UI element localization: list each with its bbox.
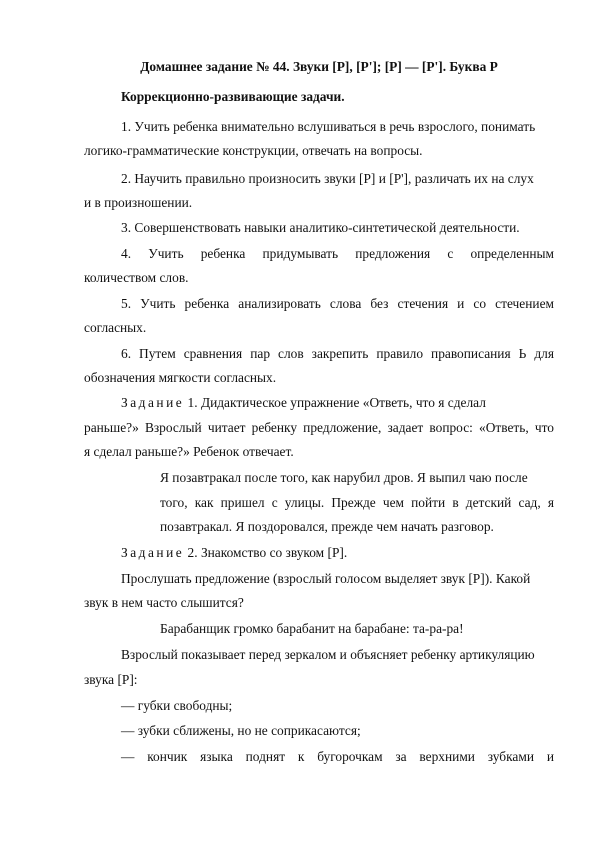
goal-3: 3. Совершенствовать навыки аналитико-синтетической деятельности.	[121, 220, 520, 235]
articulation-bullet-1: — губки свободны;	[121, 698, 233, 713]
goal-4-line-2: количеством слов.	[84, 270, 189, 285]
goal-1-line-1: 1. Учить ребенка внимательно вслушиваться в речь взрослого, понимать	[121, 119, 536, 134]
task-1-line-1	[121, 394, 554, 411]
goal-2-line-2: и в произношении.	[84, 195, 193, 210]
task-2-line-1	[121, 544, 554, 561]
articulation-bullet-3: — кончик языка поднят к бугорочкам за верхними зубками и	[121, 749, 554, 764]
task-2-label: Задание	[121, 545, 185, 560]
articulation-line-2: звука [Р]:	[84, 672, 138, 687]
goal-5-line-1: 5. Учить ребенка анализировать слова без стечения и со стечением	[121, 296, 554, 311]
goal-4-line-1: 4. Учить ребенка придумывать предложения с определенным	[121, 246, 554, 261]
goals-heading: Коррекционно-развивающие задачи.	[121, 89, 345, 104]
goal-6-line-1: 6. Путем сравнения пар слов закрепить правило правописания Ь для	[121, 346, 554, 361]
articulation-bullet-2: — зубки сближены, но не соприкасаются;	[121, 723, 361, 738]
task-1-line-3: я сделал раньше?» Ребенок отвечает.	[84, 444, 294, 459]
task-2-title: 2. Знакомство со звуком [Р].	[187, 545, 348, 560]
goal-2-line-1: 2. Научить правильно произносить звуки [Р] и [Р'], различать их на слух	[121, 171, 534, 186]
goal-1-line-2: логико-грамматические конструкции, отвечать на вопросы.	[84, 143, 423, 158]
task-1-example-line-1: Я позавтракал после того, как нарубил дров. Я выпил чаю после	[160, 470, 528, 485]
goal-6-line-2: обозначения мягкости согласных.	[84, 370, 277, 385]
document-title: Домашнее задание № 44. Звуки [Р], [Р']; [Р] — [Р']. Буква Р	[140, 59, 498, 74]
task-2-example: Барабанщик громко барабанит на барабане: та-ра-ра!	[160, 621, 464, 636]
articulation-line-1: Взрослый показывает перед зеркалом и объясняет ребенку артикуляцию	[121, 647, 535, 662]
task-1-example-line-3: позавтракал. Я поздоровался, прежде чем начать разговор.	[160, 519, 494, 534]
task-2-paragraph-line-2: звук в нем часто слышится?	[84, 595, 244, 610]
task-2-paragraph-line-1: Прослушать предложение (взрослый голосом выделяет звук [Р]). Какой	[121, 571, 531, 586]
goal-5-line-2: согласных.	[84, 320, 147, 335]
task-1-title: 1. Дидактическое упражнение «Ответь, что я сделал	[187, 395, 486, 410]
task-1-label: Задание	[121, 395, 185, 410]
task-1-line-2: раньше?» Взрослый читает ребенку предложение, задает вопрос: «Ответь, что	[84, 420, 554, 435]
task-1-example-line-2: того, как пришел с улицы. Прежде чем пойти в детский сад, я	[160, 495, 554, 510]
